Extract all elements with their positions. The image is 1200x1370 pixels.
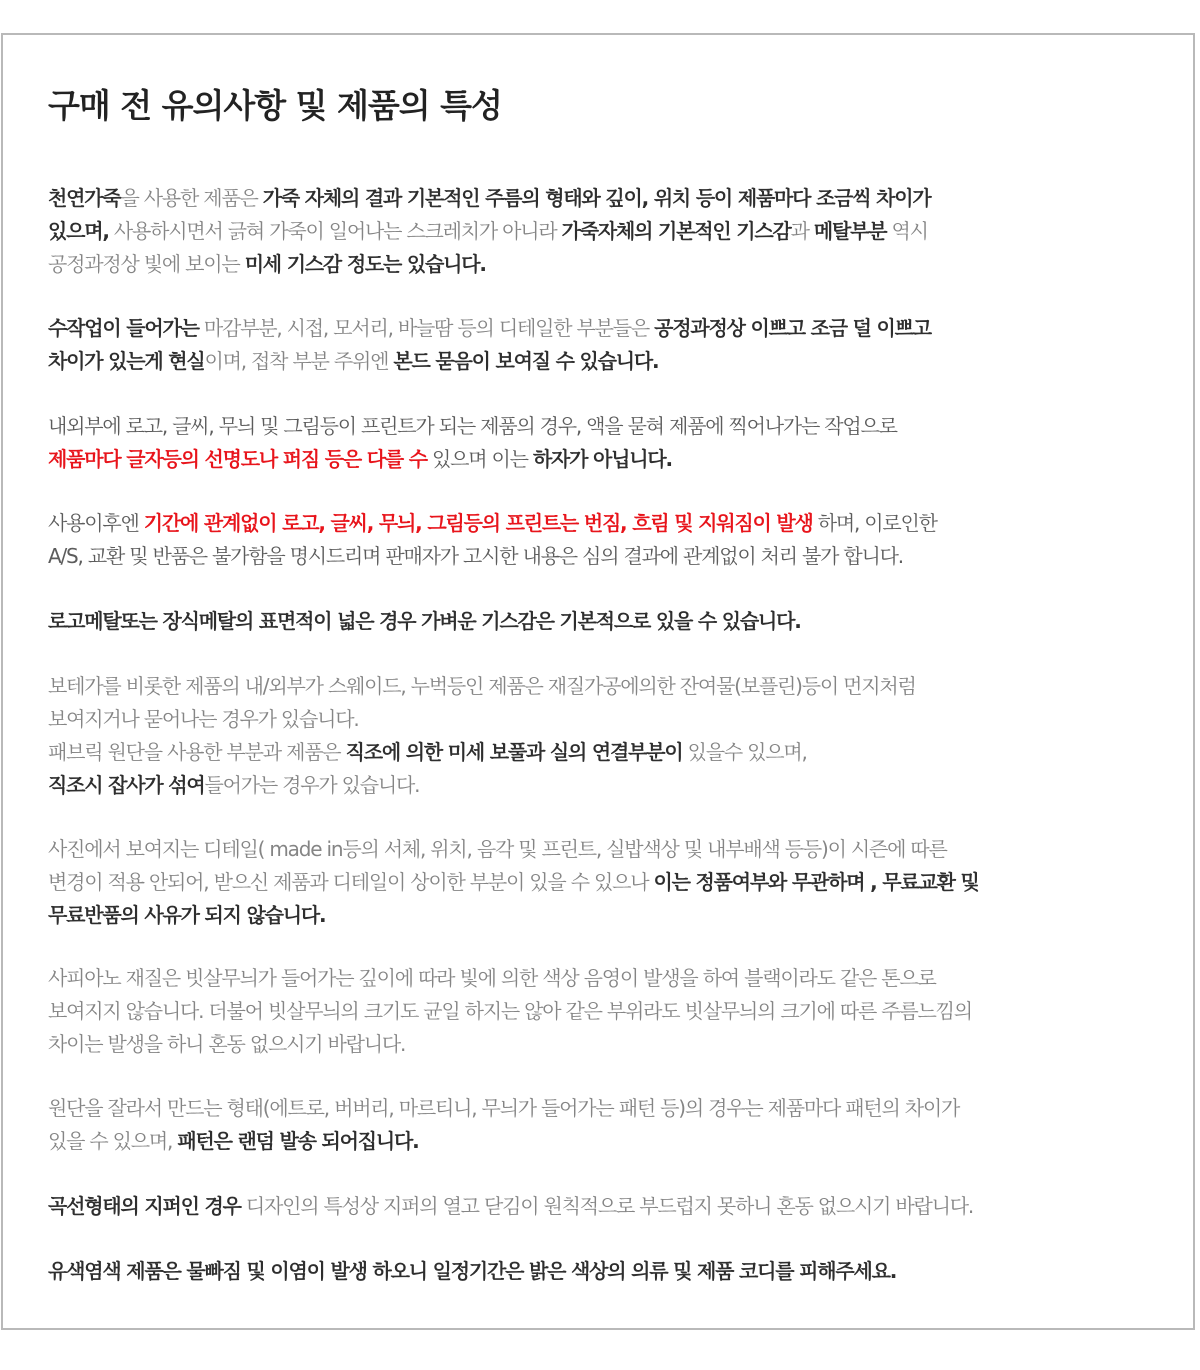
body-text: 사용이후엔 (48, 511, 144, 535)
emphasized-text: 직조에 의한 미세 보풀과 실의 연결부분이 (345, 740, 683, 764)
emphasized-text: 수작업이 들어가는 (48, 316, 199, 340)
emphasized-text: 있으며, (48, 219, 109, 243)
body-text: 원단을 잘라서 만드는 형태(에트로, 버버리, 마르티니, 무늬가 들어가는 패턴 등)의 경우는 제품마다 패턴의 차이가 (48, 1096, 960, 1120)
body-text: 변경이 적용 안되어, 받으신 제품과 디테일이 상이한 부분이 있을 수 있으나 (48, 870, 654, 894)
notice-paragraph-season-details (48, 833, 979, 932)
emphasized-text: 본드 묻음이 보여질 수 있습니다. (393, 349, 659, 373)
emphasized-text: 가죽 자체의 결과 기본적인 주름의 형태와 깊이, 위치 등이 제품마다 조금씩 차이가 (262, 186, 931, 210)
body-text: 을 사용한 제품은 (120, 186, 263, 210)
body-text: 디자인의 특성상 지퍼의 열고 닫김이 원칙적으로 부드럽지 못하니 혼동 없으시기 바랍니다. (240, 1194, 974, 1218)
emphasized-text: 메탈부분 (813, 219, 887, 243)
emphasized-text: 곡선형태의 지퍼인 경우 (48, 1194, 241, 1218)
page-title: 구매 전 유의사항 및 제품의 특성 (48, 86, 502, 125)
notice-paragraph-print-quality (48, 410, 897, 476)
body-text: 있을 수 있으며, (48, 1129, 178, 1153)
emphasized-text: 미세 기스감 정도는 있습니다. (244, 252, 486, 276)
emphasized-text: 차이가 있는게 현실 (48, 349, 205, 373)
notice-paragraph-suede-fabric (48, 670, 916, 802)
body-text: 공정과정상 빛에 보이는 (48, 252, 245, 276)
body-text: 사피아노 재질은 빗살무늬가 들어가는 깊이에 따라 빛에 의한 색상 음영이 발생을 하여 블랙이라도 같은 톤으로 (48, 966, 936, 990)
emphasized-text: 무료반품의 사유가 되지 않습니다. (48, 903, 326, 927)
highlighted-warning-text: 제품마다 글자등의 선명도나 퍼짐 등은 다를 수 (48, 447, 427, 471)
body-text: 차이는 발생을 하니 혼동 없으시기 바랍니다. (48, 1032, 406, 1056)
emphasized-text: 천연가죽 (48, 186, 121, 210)
notice-paragraph-dye-transfer (48, 1255, 896, 1288)
body-text: 보여지지 않습니다. 더불어 빗살무늬의 크기도 균일 하지는 않아 같은 부위라도 빗살무늬의 크기에 따른 주름느낌의 (48, 999, 972, 1023)
emphasized-text: 이는 정품여부와 무관하며 , 무료교환 및 (653, 870, 979, 894)
body-text: 사용하시면서 긁혀 가죽이 일어나는 스크레치가 아니라 (108, 219, 562, 243)
body-text: 보테가를 비롯한 제품의 내/외부가 스웨이드, 누벅등인 제품은 재질가공에의한 잔여물(보플린)등이 먼지처럼 (48, 674, 916, 698)
body-text: 보여지거나 묻어나는 경우가 있습니다. (48, 707, 359, 731)
emphasized-text: 가죽자체의 기본적인 기스감 (561, 219, 791, 243)
notice-paragraph-saffiano (48, 962, 972, 1061)
body-text: 마감부분, 시접, 모서리, 바늘땀 등의 디테일한 부분들은 (198, 316, 655, 340)
highlighted-warning-text: 기간에 관계없이 로고, 글씨, 무늬, 그림등의 프린트는 번짐, 흐림 및 지워짐이 발생 (143, 511, 813, 535)
body-text: 사진에서 보여지는 디테일( made in등의 서체, 위치, 음각 및 프린트, 실밥색상 및 내부배색 등등)이 시즌에 따른 (48, 837, 947, 861)
emphasized-text: 패턴은 랜덤 발송 되어집니다. (177, 1129, 419, 1153)
notice-paragraph-leather-wrinkles (48, 182, 931, 281)
notice-paragraph-print-wear (48, 507, 937, 573)
notice-paragraph-metal-scratches (48, 605, 801, 638)
emphasized-text: 유색염색 제품은 물빠짐 및 이염이 발생 하오니 일정기간은 밝은 색상의 의류 및 제품 코디를 피해주세요. (48, 1259, 897, 1283)
emphasized-text: 로고메탈또는 장식메탈의 표면적이 넓은 경우 가벼운 기스감은 기본적으로 있을 수 있습니다. (48, 609, 801, 633)
emphasized-text: 공정과정상 이쁘고 조금 덜 이쁘고 (654, 316, 931, 340)
body-text: 패브릭 원단을 사용한 부분과 제품은 (48, 740, 346, 764)
body-text: 하며, 이로인한 (812, 511, 937, 535)
body-text: 있으며 이는 (426, 447, 533, 471)
notice-paragraph-pattern-cut (48, 1092, 959, 1158)
body-text: 이며, 접착 부분 주위엔 (204, 349, 394, 373)
body-text: 내외부에 로고, 글씨, 무늬 및 그림등이 프린트가 되는 제품의 경우, 액을 묻혀 제품에 찍어나가는 작업으로 (48, 414, 897, 438)
body-text: 있을수 있으며, (682, 740, 807, 764)
notice-paragraph-handwork-finish (48, 312, 931, 378)
body-text: 과 (790, 219, 814, 243)
emphasized-text: 하자가 아닙니다. (532, 447, 672, 471)
body-text: 역시 (886, 219, 928, 243)
notice-paragraph-curved-zipper (48, 1190, 973, 1223)
body-text: 들어가는 경우가 있습니다. (204, 773, 420, 797)
emphasized-text: 직조시 잡사가 섞여 (48, 773, 205, 797)
body-text: A/S, 교환 및 반품은 불가함을 명시드리며 판매자가 고시한 내용은 심의 결과에 관계없이 처리 불가 합니다. (48, 544, 903, 568)
